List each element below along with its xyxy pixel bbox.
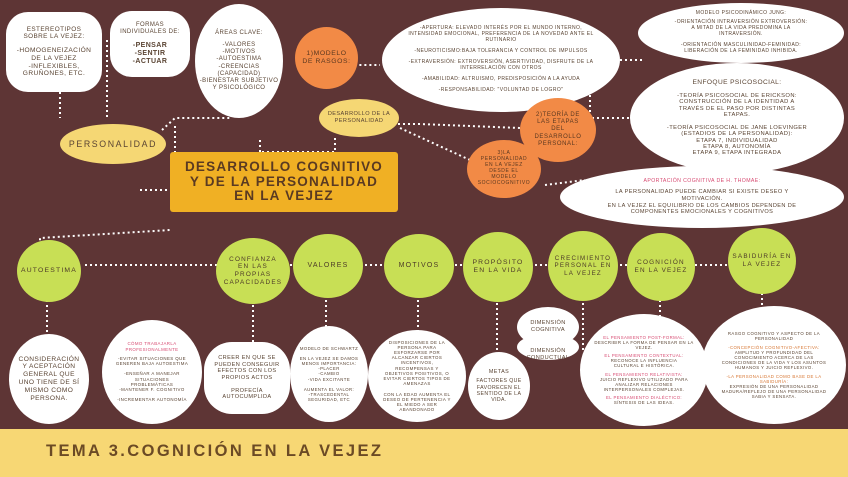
cog-item-body: RECONOCE LA INFLUENCIA CULTURAL E HISTÓRICA. bbox=[610, 358, 678, 369]
tema-crecimiento bbox=[548, 231, 618, 301]
connector bbox=[162, 110, 230, 130]
cog-item-title: EL PENSAMIENTO RELATIVISTA: bbox=[605, 371, 683, 377]
desarrollo-label: DESARROLLO DE LA PERSONALIDAD bbox=[327, 111, 391, 124]
tema-valores bbox=[293, 234, 363, 298]
cog-item-body: SÍNTESIS DE LAS IDEAS. bbox=[613, 399, 675, 405]
cog-item-title: EL PENSAMIENTO POST-FORMAL: bbox=[603, 335, 685, 341]
motivos-text: DISPOSICIONES DE LA PERSONA PARA ESFORZARSE POR ALCANZAR CIERTOS INCENTIVOS, RECOMPENSAS Y OBJETIVOS POSITIVOS, O EVITAR CIERTOS TIPOS DE AMENAZAS CON LA EDAD AUMENTA EL DESEO DE PERTENENCIA Y EL MIEDO A SER ABANDONADO bbox=[383, 339, 451, 413]
sab-item-title: -CONCEPCIÓN COGNITIVO-AFECTIVA: bbox=[728, 344, 820, 350]
profesionales-box bbox=[102, 320, 202, 424]
dimension-conductual-text: DIMENSIÓN CONDUCTUAL bbox=[526, 348, 570, 361]
personalidad-node bbox=[60, 124, 166, 164]
confianza-text: CREER EN QUE SE PUEDEN CONSEGUIR EFECTOS CON LOS PROPIOS ACTOS PROFECÍA AUTOCUMPLIDA bbox=[214, 354, 280, 401]
thomae-title: APORTACIÓN COGNITIVA DE H. THOMAE: bbox=[643, 178, 761, 185]
main-title-box bbox=[170, 152, 398, 212]
cog-item-title: EL PENSAMIENTO CONTEXTUAL: bbox=[604, 353, 684, 359]
modelo-jung-body: -ORIENTACIÓN INTRAVERSIÓN EXTROVERSIÓN: A MITAD DE LA VIDA PREDOMINA LA INTRAVERSIÓN. -ORIENTACIÓN MASCULINIDAD-FEMINIDAD: LIBERACIÓN DE LA FEMINIDAD INHIBIDA. bbox=[674, 18, 808, 55]
tema-motivos bbox=[384, 234, 454, 298]
areas-body: -VALORES -MOTIVOS -AUTOESTIMA -CREENCIAS (CAPACIDAD) -BIENESTAR SUBJETIVO Y PSICOLÓGICO bbox=[199, 42, 279, 91]
sab-item-title: -LA PERSONALIDAD COMO BASE DE LA SABIDURÍA: bbox=[726, 374, 822, 385]
tema-autoestima bbox=[17, 240, 81, 302]
estereotipos-title: ESTEREOTIPOS SOBRE LA VEJEZ: bbox=[23, 25, 85, 41]
confianza-detail bbox=[204, 342, 290, 414]
profesionales-body: -EVITAR SITUACIONES QUE GENEREN BAJA AUTOESTIMA -ENSEÑAR A MANEJAR SITUACIONES PROBLEMÁTICAS -MANTENER F. COGNITIVO -INCREMENTAR AUTONOMÍA bbox=[115, 355, 189, 403]
tema-cognicion bbox=[627, 233, 695, 301]
formas-box bbox=[110, 11, 190, 77]
tema-label: MOTIVOS bbox=[398, 261, 440, 269]
enfoque-box bbox=[630, 63, 844, 173]
valores-detail bbox=[290, 326, 368, 422]
sabiduria-detail bbox=[702, 306, 846, 424]
enfoque-title: ENFOQUE PSICOSOCIAL: bbox=[692, 79, 782, 87]
autoestima-text: CONSIDERACIÓN Y ACEPTACIÓN GENERAL QUE UNO TIENE DE SÍ MISMO COMO PERSONA. bbox=[18, 355, 80, 402]
profesionales-title: CÓMO TRABAJARLA PROFESIONALMENTE bbox=[125, 341, 179, 352]
footer-title: TEMA 3.COGNICIÓN EN LA VEJEZ bbox=[46, 442, 384, 460]
cog-item-body: DESCRIBIR LA FORMA DE PENSAR EN LA VEJEZ. bbox=[594, 340, 694, 351]
motivos-detail bbox=[368, 330, 466, 422]
tema-label: VALORES bbox=[307, 261, 349, 269]
enfoque-body: -TEORÍA PSICOSOCIAL DE ERICKSON: CONSTRUCCIÓN DE LA IDENTIDAD A TRAVÉS DE EL PASO POR DISTINTAS ETAPAS. -TEORÍA PSICOSOCIAL DE JANE LOEVINGER (ESTADIOS DE LA PERSONALIDAD): ETAPA 7, INDIVIDUALIDAD ETAPA 8, AUTONOMÍA ETAPA 9, ETAPA INTEGRADA bbox=[666, 93, 808, 157]
valores-text: MODELO DE SCHWARTZ EN LA VEJEZ SE DAMOS MENOS IMPORTANCIA: -PLACER -CAMBIO -VIDA EXCITANTE AUMENTA EL VALOR: -TRASCEDENTAL SEGURIDAD, ETC bbox=[299, 346, 359, 402]
connector bbox=[400, 128, 470, 160]
footer-bar bbox=[0, 429, 848, 477]
modelo-rasgos-label: 1)MODELO DE RASGOS: bbox=[302, 49, 351, 65]
autoestima-detail bbox=[9, 334, 89, 424]
cog-item-title: EL PENSAMIENTO DIALÉCTICO: bbox=[605, 394, 683, 400]
dimension-conductual bbox=[517, 326, 579, 362]
sab-item-body: EXPRESIÓN DE UNA PERSONALIDAD MADURA/REFLEJO DE UNA PERSONALIDAD SABIA Y SENSATA. bbox=[721, 384, 827, 400]
tema-sabiduria bbox=[728, 228, 796, 294]
metas-body: FACTORES QUE FAVORECEN EL SENTIDO DE LA VIDA. bbox=[476, 378, 522, 403]
personalidad-label: PERSONALIDAD bbox=[68, 138, 158, 149]
tercera-node bbox=[467, 140, 541, 198]
cognicion-detail bbox=[580, 314, 708, 426]
tema-label: COGNICIÓN EN LA VEJEZ bbox=[634, 259, 688, 274]
tema-label: CONFIANZA EN LAS PROPIAS CAPACIDADES bbox=[223, 255, 283, 286]
rasgos-body: -APERTURA: ELEVADO INTERÉS POR EL MUNDO INTERNO, INTENSIDAD EMOCIONAL, PREFERENCIA DE LA NOVEDAD ANTE EL RUTINARIO -NEUROTICISMO:BAJA TOLERANCIA Y CONTROL DE IMPULSOS -EXTRAVERSIÓN: EXTROVERSIÓN, ASERTIVIDAD, DISFRUTE DE LA INTERRELACIÓN CON OTROS -AMABILIDAD: ALTRUISMO, PREDISPOSICIÓN A LA AYUDA -RESPONSABILIDAD: "VOLUNTAD DE LOGRO" bbox=[408, 25, 594, 93]
rasgos-box bbox=[382, 8, 620, 112]
connector bbox=[260, 138, 335, 152]
tema-proposito bbox=[463, 232, 533, 302]
areas-box bbox=[195, 4, 283, 118]
metas-box bbox=[468, 352, 530, 420]
areas-title: ÁREAS CLAVE: bbox=[215, 30, 263, 37]
main-title: DESARROLLO COGNITIVO Y DE LA PERSONALIDAD EN LA VEJEZ bbox=[184, 159, 383, 204]
estereotipos-box bbox=[6, 12, 102, 92]
sabiduria-intro: RASGO COGNITIVO Y ASPECTO DE LA PERSONALIDAD bbox=[727, 330, 821, 341]
estereotipos-body: -HOMOGENEIZACIÓN DE LA VEJEZ -INFLEXIBLES, GRUÑONES, ETC. bbox=[16, 47, 92, 78]
tema-label: AUTOESTIMA bbox=[20, 266, 78, 274]
tema-label: PROPÓSITO EN LA VIDA bbox=[472, 258, 524, 274]
modelo-jung-box bbox=[638, 3, 844, 63]
sab-item-body: AMPLITUD Y PROFUNDIDAD DEL CONOCIMIENTO ACERCA DE LAS CONDICIONES DE LA VIDA Y LOS ASUNTOS HUMANOS Y JUICIO REFLEXIVO. bbox=[721, 349, 827, 370]
thomae-box bbox=[560, 166, 844, 228]
formas-body: -PENSAR -SENTIR -ACTUAR bbox=[132, 41, 168, 66]
cog-item-body: JUICIO REFLEXIVO UTILIZADO PARA ANALIZAR RELACIONES INTERPERSONALES COMPLEJAS. bbox=[599, 376, 688, 392]
tema-label: SABIDURÍA EN LA VEJEZ bbox=[732, 253, 792, 268]
desarrollo-node bbox=[319, 99, 399, 137]
teoria-etapas-label: 2)TEORÍA DE LAS ETAPAS DEL DESARROLLO PERSONAL: bbox=[534, 112, 582, 147]
metas-title: METAS bbox=[488, 369, 510, 376]
tercera-label: 3)LA PERSONALIDAD EN LA VEJEZ DESDE EL MODELO SOCIOCOGNITIVO bbox=[477, 150, 531, 186]
tema-label: CRECIMIENTO PERSONAL EN LA VEJEZ bbox=[554, 255, 612, 277]
tema-confianza bbox=[216, 238, 290, 304]
connector bbox=[398, 124, 520, 128]
modelo-jung-title: MODELO PSICODINÁMICO JUNG: bbox=[695, 9, 787, 16]
thomae-body: LA PERSONALIDAD PUEDE CAMBIAR SI EXISTE DESEO Y MOTIVACIÓN. EN LA VEJEZ EL EQUILIBRIO DE LOS CAMBIOS DEPENDEN DE COMPONENTES EMOCIONALES Y COGNITIVOS bbox=[607, 189, 797, 216]
modelo-rasgos-node bbox=[295, 27, 358, 89]
formas-title: FORMAS INDIVIDUALES DE: bbox=[120, 21, 180, 35]
dimension-cognitiva-text: DIMENSIÓN COGNITIVA bbox=[530, 320, 566, 333]
